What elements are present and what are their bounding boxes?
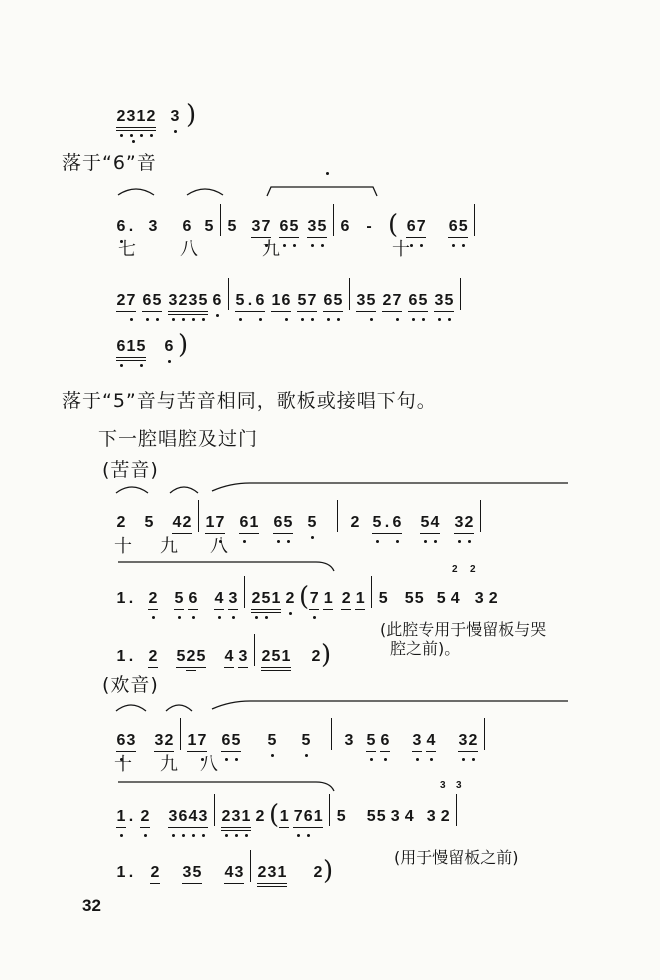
note: 3 (168, 808, 178, 826)
note: 7 (416, 218, 426, 236)
notation-line-ku-1 (116, 500, 487, 532)
lyric: 十 (392, 239, 410, 260)
note: 6 (323, 292, 333, 310)
note: 2 (116, 514, 126, 531)
note: . (245, 292, 255, 310)
note: 3 (390, 808, 400, 825)
note: 2 (146, 108, 156, 126)
barline (180, 718, 181, 750)
note: 5 (204, 218, 214, 235)
note: 5 (307, 514, 317, 532)
note: 3 (228, 590, 238, 608)
note: 1 (249, 514, 259, 531)
note: 4 (430, 514, 440, 532)
barline (337, 500, 338, 532)
note: 1 (277, 864, 287, 881)
lyric: 九 (160, 754, 178, 775)
note: 3 (458, 732, 468, 750)
heading-fall-6: 落于“6”音 (62, 152, 157, 174)
notation-line-2 (116, 278, 467, 310)
note: 2 (285, 590, 295, 608)
note: 6 (406, 218, 416, 236)
note: 1 (116, 808, 126, 826)
note: 1 (205, 514, 215, 531)
notation-line-0 (116, 100, 197, 130)
barline (456, 794, 457, 826)
note: 2 (382, 292, 392, 309)
note: 6 (392, 514, 402, 532)
note: 5 (333, 292, 343, 310)
lyric: 十 (114, 536, 132, 557)
note: 5 (267, 732, 277, 750)
note: 6 (340, 218, 350, 235)
note: . (128, 808, 134, 825)
note: 2 (116, 292, 126, 309)
note: 5 (366, 808, 376, 825)
note: 2 (164, 732, 174, 749)
note: 3 (231, 808, 241, 826)
note: 5 (372, 514, 382, 532)
note: 6 (239, 514, 249, 532)
paren: ( (388, 210, 399, 240)
note: 5 (418, 292, 428, 310)
note: 5 (458, 218, 468, 236)
note: 1 (116, 648, 126, 665)
note: 3 (126, 108, 136, 126)
note: 5 (144, 514, 154, 531)
grace-note: 3 (440, 780, 446, 791)
barline (198, 500, 199, 532)
note: 2 (186, 648, 196, 665)
note: 2 (150, 864, 160, 881)
slur-line (116, 780, 336, 792)
heading-fall-5: 落于“5”音与苦音相同，歌板或接唱下句。 (62, 390, 437, 412)
note: . (128, 648, 134, 665)
tie-mark (164, 702, 194, 712)
tie-mark (114, 702, 148, 712)
note: 5 (136, 338, 146, 356)
note: 2 (182, 514, 192, 531)
note: 5 (271, 648, 281, 665)
note: 6 (116, 732, 126, 750)
note: 7 (307, 292, 317, 310)
note: - (366, 218, 372, 235)
note: 5 (196, 648, 206, 665)
notation-line-1 (116, 204, 481, 240)
notation-line-ku-2 (116, 576, 498, 612)
note: 6 (380, 732, 390, 750)
note: 5 (301, 732, 311, 750)
barline (220, 204, 221, 236)
tie-mark (114, 484, 150, 494)
note: 2 (341, 590, 351, 607)
barline (254, 634, 255, 666)
note: 3 (412, 732, 422, 750)
note: 3 (182, 864, 192, 881)
note: 3 (356, 292, 366, 309)
note: 3 (238, 648, 248, 665)
note: 3 (434, 292, 444, 310)
note: 6 (281, 292, 291, 310)
note: 2 (178, 292, 188, 310)
note: 5 (420, 514, 430, 532)
note: 6 (408, 292, 418, 310)
note: 3 (198, 808, 208, 826)
note: 2 (261, 648, 271, 665)
note: . (128, 218, 134, 235)
note: 5 (192, 864, 202, 881)
note: 2 (468, 732, 478, 750)
note: 6 (255, 292, 265, 310)
note: 6 (182, 218, 192, 235)
note: 5 (235, 292, 245, 310)
note: 7 (293, 808, 303, 826)
notation-line-huan-1 (116, 718, 491, 750)
lyric: 七 (118, 239, 136, 260)
note: 3 (154, 732, 164, 749)
grace-note: 3 (456, 780, 462, 791)
heading-ku: (苦音) (102, 459, 159, 481)
paren: ) (323, 856, 334, 886)
note: 3 (307, 218, 317, 236)
annotation-line: 腔之前)。 (390, 639, 461, 658)
note: 3 (126, 732, 136, 749)
barline (484, 718, 485, 750)
barline (214, 794, 215, 826)
note: 3 (168, 292, 178, 310)
note: 2 (251, 590, 261, 608)
note: 2 (148, 648, 158, 665)
annotation-ku (380, 620, 546, 658)
note: 6 (116, 338, 126, 356)
note: 4 (188, 808, 198, 826)
barline (333, 204, 334, 236)
note: 2 (440, 808, 450, 825)
note: 5 (176, 648, 186, 665)
note: 5 (198, 292, 208, 310)
note: 5 (261, 590, 271, 608)
note: 4 (224, 864, 234, 881)
lyric: 九 (160, 536, 178, 557)
note: 5 (174, 590, 184, 608)
note: 3 (454, 514, 464, 532)
note: 2 (488, 590, 498, 607)
barline (329, 794, 330, 826)
notation-line-3 (116, 330, 189, 360)
note: 5 (366, 292, 376, 310)
note: 5 (289, 218, 299, 236)
page-number: 32 (82, 896, 101, 915)
heading-section: 下一腔唱腔及过门 (98, 428, 259, 450)
note: 4 (172, 514, 182, 531)
paren: ( (269, 800, 280, 830)
notation-line-huan-2 (116, 794, 463, 830)
note: 7 (309, 590, 319, 608)
note: 6 (178, 808, 188, 826)
note: 5 (283, 514, 293, 532)
note: 2 (255, 808, 265, 825)
note: 3 (188, 292, 198, 310)
note: 3 (426, 808, 436, 825)
note: 6 (273, 514, 283, 532)
note: 5 (436, 590, 446, 607)
barline (480, 500, 481, 532)
note: 5 (317, 218, 327, 236)
note: 5 (378, 590, 388, 607)
note: 1 (281, 648, 291, 665)
lyric: 九 (262, 239, 280, 260)
note: . (128, 864, 134, 881)
annotation-huan: (用于慢留板之前) (394, 848, 519, 867)
note: 4 (224, 648, 234, 665)
paren: ) (178, 330, 189, 360)
note: 3 (474, 590, 484, 607)
note: 6 (142, 292, 152, 310)
note: 3 (251, 218, 261, 235)
note: 5 (227, 218, 237, 235)
note: 5 (376, 808, 386, 825)
note: 2 (350, 514, 360, 531)
note: 7 (261, 218, 271, 236)
note: 7 (215, 514, 225, 532)
note: 1 (323, 590, 333, 607)
note: 7 (392, 292, 402, 310)
note: 6 (164, 338, 174, 356)
slur-line (265, 183, 380, 197)
note: . (382, 514, 392, 532)
note: . (128, 590, 134, 607)
note: 1 (271, 292, 281, 309)
note: 2 (221, 808, 231, 826)
grace-note: 2 (452, 564, 458, 575)
note: 1 (116, 864, 126, 881)
note: 5 (297, 292, 307, 310)
note: 7 (197, 732, 207, 750)
note: 1 (116, 590, 126, 607)
note: 5 (336, 808, 346, 825)
note: 6 (221, 732, 231, 750)
barline (460, 278, 461, 310)
note: 3 (234, 864, 244, 881)
note: 3 (267, 864, 277, 881)
note: 2 (464, 514, 474, 532)
note: 5 (152, 292, 162, 310)
high-dot (132, 140, 135, 143)
lyric: 十 (114, 754, 132, 775)
note: 1 (126, 338, 136, 355)
slur-line (116, 560, 336, 572)
lyric: 八 (210, 536, 228, 557)
note: 6 (279, 218, 289, 236)
lyric: 八 (200, 754, 218, 775)
barline (331, 718, 332, 750)
note: 6 (448, 218, 458, 236)
note: 1 (355, 590, 365, 607)
note: 6 (303, 808, 313, 826)
paren: ) (321, 640, 332, 670)
note: 2 (311, 648, 321, 665)
note: 5 (404, 590, 414, 607)
note: 2 (140, 808, 150, 826)
note: 2 (313, 864, 323, 881)
note: 5 (231, 732, 241, 750)
note: 3 (170, 108, 180, 126)
notation-line-ku-3 (116, 634, 332, 670)
note: 2 (257, 864, 267, 881)
barline (349, 278, 350, 310)
note: 3 (148, 218, 158, 235)
note: 1 (136, 108, 146, 126)
note: 4 (404, 808, 414, 825)
slur-line (210, 700, 570, 710)
note: 3 (344, 732, 354, 749)
note: 4 (426, 732, 436, 750)
note: 4 (214, 590, 224, 608)
annotation-line: (此腔专用于慢留板与哭 (380, 620, 547, 639)
note: 1 (279, 808, 289, 825)
accent-dot (326, 172, 329, 175)
note: 1 (187, 732, 197, 749)
barline (250, 850, 251, 882)
note: 5 (366, 732, 376, 750)
note: 6 (212, 292, 222, 310)
note: 5 (414, 590, 424, 607)
note: 2 (116, 108, 126, 126)
barline (244, 576, 245, 608)
note: 7 (126, 292, 136, 310)
note: 2 (148, 590, 158, 608)
tie-mark (185, 186, 225, 196)
heading-huan: (欢音) (102, 674, 159, 696)
note: 5 (444, 292, 454, 310)
notation-line-huan-3 (116, 850, 334, 886)
barline (371, 576, 372, 608)
note: 4 (450, 590, 460, 607)
tie-mark (168, 484, 200, 494)
note: 6 (188, 590, 198, 608)
note: 1 (241, 808, 251, 826)
paren: ) (186, 100, 197, 130)
lyric: 八 (180, 239, 198, 260)
note: 1 (313, 808, 323, 825)
note: 1 (271, 590, 281, 607)
grace-note: 2 (470, 564, 476, 575)
tie-mark (116, 186, 156, 196)
barline (474, 204, 475, 236)
slur-line (210, 482, 570, 492)
paren: ( (299, 582, 310, 612)
barline (228, 278, 229, 310)
note: 6 (116, 218, 126, 236)
